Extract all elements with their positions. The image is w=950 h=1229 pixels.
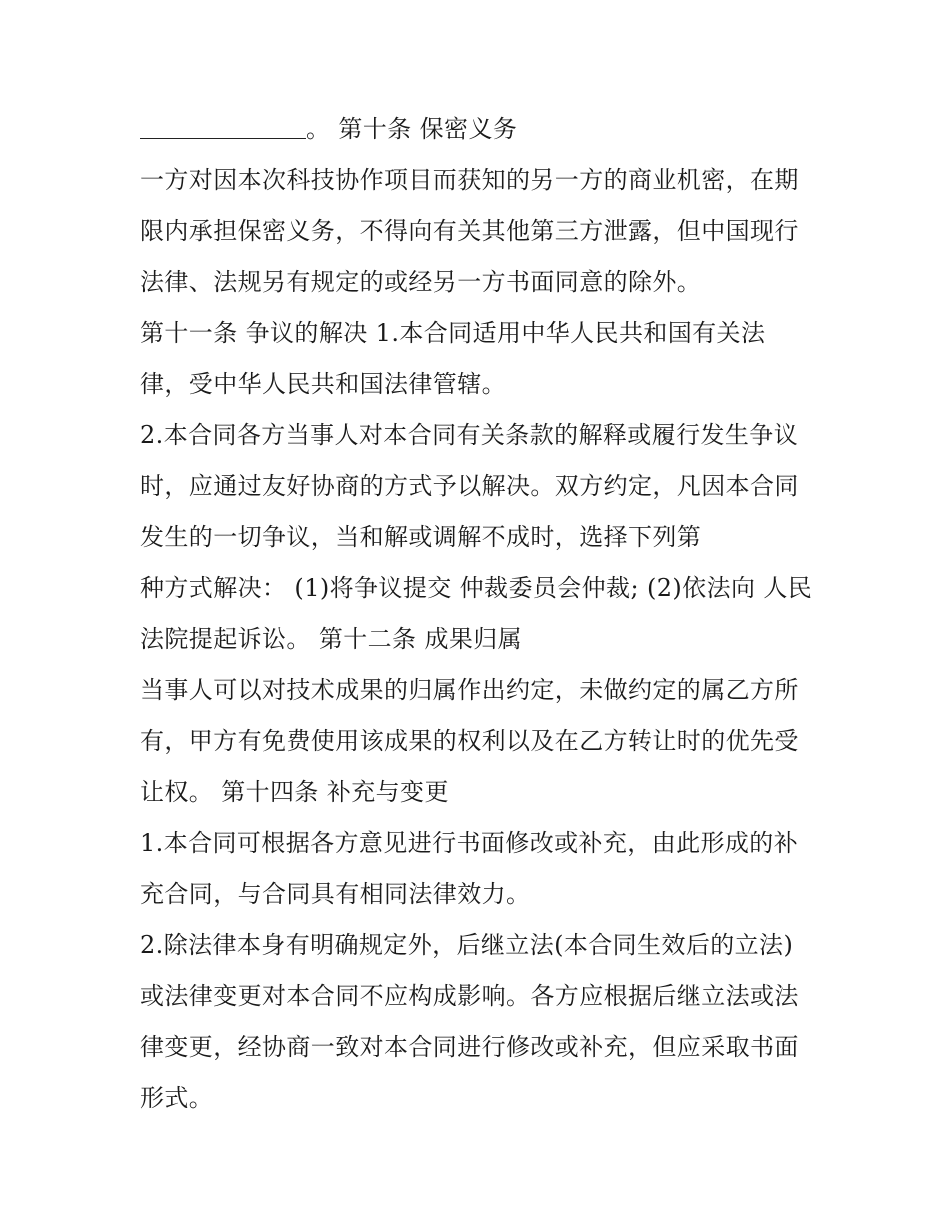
text-line: 第十一条 争议的解决 1.本合同适用中华人民共和国有关法 (140, 319, 766, 347)
text-line: 法律、法规另有规定的或经另一方书面同意的除外。 (140, 268, 702, 296)
text-line: 充合同，与合同具有相同法律效力。 (140, 880, 531, 908)
text-line: 发生的一切争议，当和解或调解不成时，选择下列第 (140, 523, 702, 551)
text-line: 让权。 第十四条 补充与变更 (140, 778, 449, 806)
text-line: 种方式解决： (1)将争议提交 仲裁委员会仲裁; (2)依法向 人民 (140, 574, 813, 602)
text-line: 或法律变更对本合同不应构成影响。各方应根据后继立法或法 (140, 982, 799, 1010)
text-line: 2.除法律本身有明确规定外，后继立法(本合同生效后的立法) (140, 931, 794, 959)
text-line: 一方对因本次科技协作项目而获知的另一方的商业机密，在期 (140, 166, 799, 194)
text-line: 当事人可以对技术成果的归属作出约定，未做约定的属乙方所 (140, 676, 799, 704)
text-line: 2.本合同各方当事人对本合同有关条款的解释或履行发生争议 (140, 421, 799, 449)
text-line: 1.本合同可根据各方意见进行书面修改或补充，由此形成的补 (140, 829, 799, 857)
text-line: 律变更，经协商一致对本合同进行修改或补充，但应采取书面 (140, 1033, 799, 1061)
document-body (140, 104, 820, 1124)
text-line: 法院提起诉讼。 第十二条 成果归属 (140, 625, 523, 653)
clause-10-heading: 。 第十条 保密义务 (306, 115, 518, 143)
fill-in-blank (140, 108, 306, 139)
text-line: 有，甲方有免费使用该成果的权利以及在乙方转让时的优先受 (140, 727, 799, 755)
text-line (140, 104, 820, 155)
text-line: 律，受中华人民共和国法律管辖。 (140, 370, 506, 398)
text-line: 限内承担保密义务，不得向有关其他第三方泄露，但中国现行 (140, 217, 799, 245)
text-line: 形式。 (140, 1084, 214, 1112)
text-line: 时，应通过友好协商的方式予以解决。双方约定，凡因本合同 (140, 472, 799, 500)
